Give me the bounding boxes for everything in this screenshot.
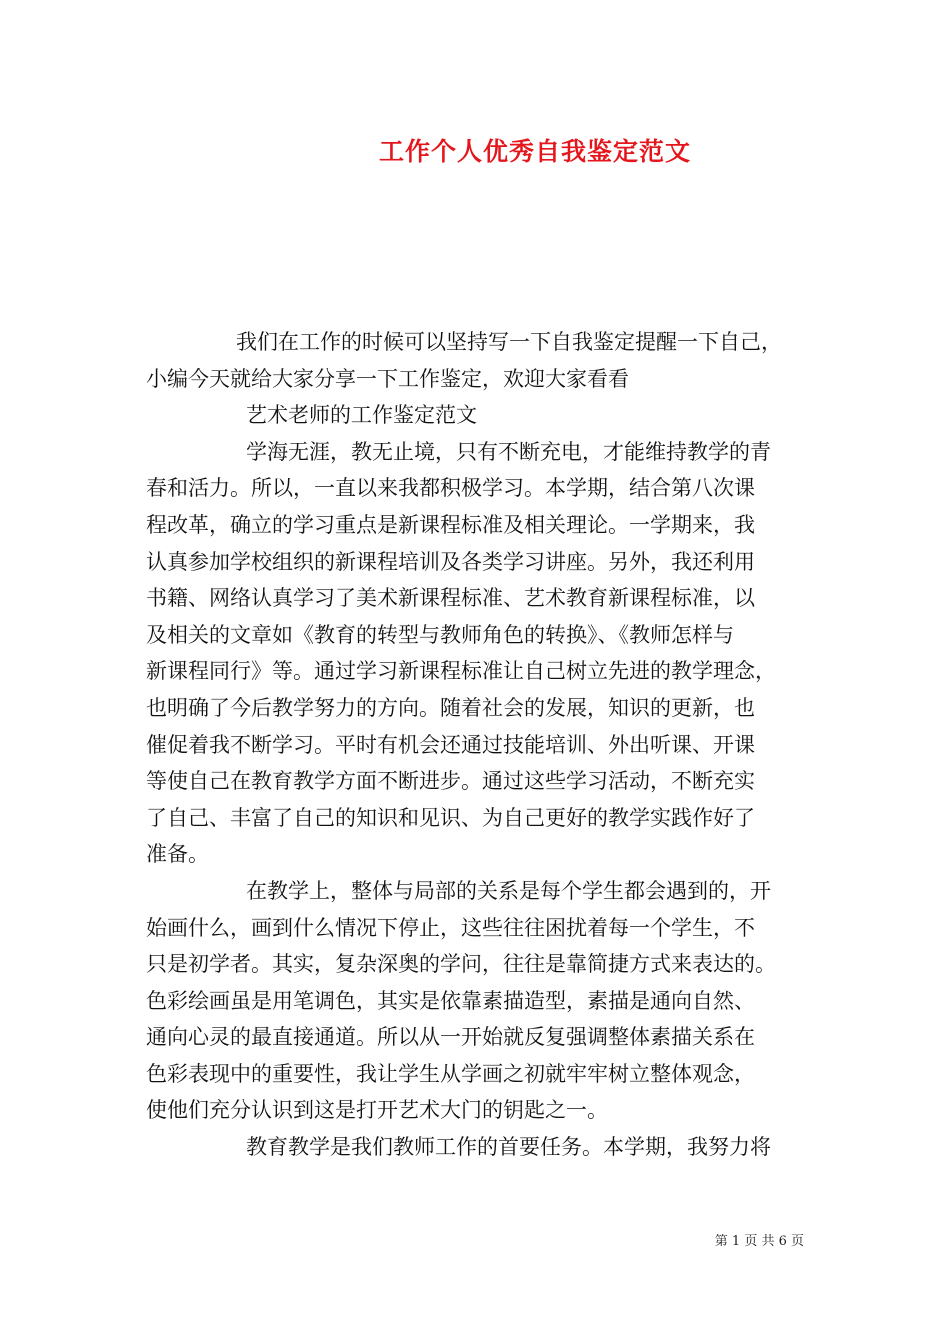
text-line: 学海无涯，教无止境，只有不断充电，才能维持教学的青: [246, 439, 771, 464]
page-number: 第 1 页 共 6 页: [714, 1234, 804, 1249]
text-line: 春和活力。所以，一直以来我都积极学习。本学期，结合第八次课: [146, 476, 755, 501]
text-line: 色彩绘画虽是用笔调色，其实是依靠素描造型，素描是通向自然、: [146, 988, 755, 1013]
text-line: 催促着我不断学习。平时有机会还通过技能培训、外出听课、开课: [146, 732, 755, 757]
document-title: 工作个人优秀自我鉴定范文: [378, 137, 691, 166]
text-line: 也明确了今后教学努力的方向。随着社会的发展，知识的更新，也: [146, 695, 755, 720]
section-heading: 艺术老师的工作鉴定范文: [246, 403, 477, 428]
text-line: 我们在工作的时候可以坚持写一下自我鉴定提醒一下自己，: [236, 330, 782, 354]
text-line: 程改革，确立的学习重点是新课程标准及相关理论。一学期来，我: [146, 512, 755, 537]
text-line: 在教学上，整体与局部的关系是每个学生都会遇到的，开: [246, 878, 771, 903]
text-line: 书籍、网络认真学习了美术新课程标准、艺术教育新课程标准，以: [146, 586, 755, 611]
text-line: 通向心灵的最直接通道。所以从一开始就反复强调整体素描关系在: [146, 1025, 755, 1050]
text-line: 色彩表现中的重要性，我让学生从学画之初就牢牢树立整体观念，: [146, 1061, 755, 1086]
text-line: 始画什么，画到什么情况下停止，这些往往困扰着每一个学生，不: [146, 915, 755, 940]
text-line: 等使自己在教育教学方面不断进步。通过这些学习活动，不断充实: [146, 769, 755, 794]
text-line: 新课程同行》等。通过学习新课程标准让自己树立先进的教学理念，: [146, 659, 776, 684]
text-line: 准备。: [146, 842, 209, 867]
text-line: 及相关的文章如《教育的转型与教师角色的转换》、《教师怎样与: [146, 622, 734, 647]
text-line: 教育教学是我们教师工作的首要任务。本学期，我努力将: [246, 1135, 771, 1160]
text-line: 小编今天就给大家分享一下工作鉴定，欢迎大家看看: [146, 366, 629, 391]
text-line: 认真参加学校组织的新课程培训及各类学习讲座。另外，我还利用: [146, 549, 755, 574]
text-line: 只是初学者。其实，复杂深奥的学问，往往是靠简捷方式来表达的。: [146, 952, 776, 977]
document-body: [146, 324, 816, 1166]
text-line: 了自己、丰富了自己的知识和见识、为自己更好的教学实践作好了: [146, 805, 755, 830]
text-line: 使他们充分认识到这是打开艺术大门的钥匙之一。: [146, 1098, 608, 1123]
